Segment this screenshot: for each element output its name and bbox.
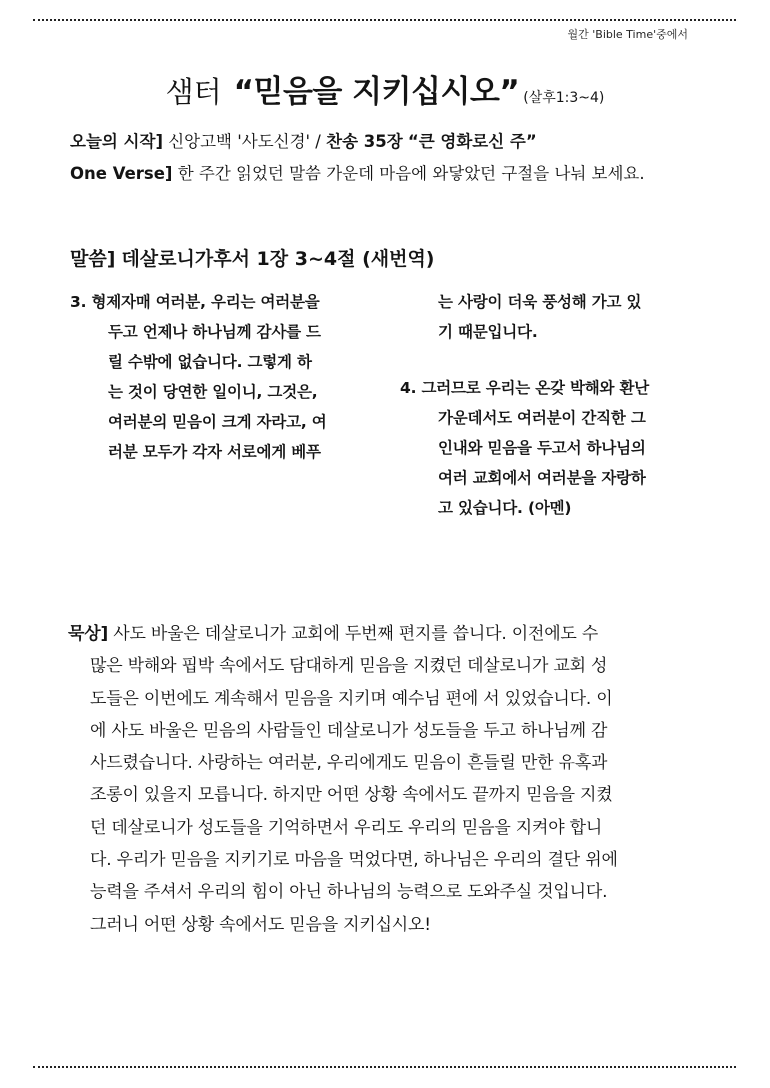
meditation-line: [68, 618, 708, 650]
one-verse-label: One Verse]: [70, 164, 173, 183]
scripture-heading: [70, 244, 435, 271]
verse-3: [70, 287, 380, 467]
meditation-line: 에 사도 바울은 믿음의 사람들인 데살로니가 성도들을 두고 하나님께 감: [90, 720, 608, 741]
meditation-line: 다. 우리가 믿음을 지키기로 마음을 먹었다면, 하나님은 우리의 결단 위에: [90, 850, 618, 871]
scripture-label: 말씀]: [70, 248, 116, 270]
meditation-line: 사드렸습니다. 사랑하는 여러분, 우리에게도 믿음이 흔들릴 만한 유혹과: [90, 753, 608, 774]
verse-line: 고 있습니다. (아멘): [438, 499, 572, 517]
bottom-divider: [33, 1066, 736, 1068]
one-verse-line: [70, 160, 645, 184]
title-prefix: 샘터: [165, 75, 222, 109]
verse-line: 여러분의 믿음이 크게 자라고, 여: [108, 413, 327, 431]
page-title: [0, 66, 770, 111]
verse-4: [400, 373, 720, 523]
verse-line: 릴 수밖에 없습니다. 그렇게 하: [108, 353, 312, 371]
scripture-reference: 데살로니가후서 1장 3~4절 (새번역): [121, 248, 435, 270]
verse-line: 러분 모두가 각자 서로에게 베푸: [108, 443, 321, 461]
opening-line: [70, 128, 537, 152]
verse-line: 인내와 믿음을 두고서 하나님의: [438, 439, 646, 457]
verse-line: 가운데서도 여러분이 간직한 그: [438, 409, 646, 427]
meditation-line: 능력을 주셔서 우리의 힘이 아닌 하나님의 능력으로 도와주실 것입니다.: [90, 882, 608, 903]
verse-line: 두고 언제나 하나님께 감사를 드: [108, 323, 321, 341]
meditation-line: 조롱이 있을지 모릅니다. 하지만 어떤 상황 속에서도 끝까지 믿음을 지켰: [90, 785, 613, 806]
verse-3-continued: [400, 287, 720, 347]
scripture-right-column: [400, 287, 720, 523]
meditation-text: 사도 바울은 데살로니가 교회에 두번째 편지를 씁니다. 이전에도 수: [113, 624, 599, 644]
title-main: “믿음을 지키십시오”: [233, 74, 520, 110]
creed-text: 신앙고백 '사도신경' /: [168, 132, 321, 151]
one-verse-text: 한 주간 읽었던 말씀 가운데 마음에 와닿았던 구절을 나눠 보세요.: [177, 164, 645, 183]
verse-line: 4. 그러므로 우리는 온갖 박해와 환난: [400, 379, 650, 397]
meditation-line: 도들은 이번에도 계속해서 믿음을 지키며 예수님 편에 서 있었습니다. 이: [90, 688, 613, 709]
hymn-title: “큰 영화로신 주”: [407, 132, 537, 151]
verse-line: 3. 형제자매 여러분, 우리는 여러분을: [70, 293, 320, 311]
meditation-line: 그러니 어떤 상황 속에서도 믿음을 지키십시오!: [90, 914, 431, 935]
hymn-label: 찬송 35장: [326, 132, 403, 151]
verse-line: 는 사랑이 더욱 풍성해 가고 있: [438, 293, 642, 311]
meditation-line: 던 데살로니가 성도들을 기억하면서 우리도 우리의 믿음을 지켜야 합니: [90, 817, 603, 838]
source-note: 월간 'Bible Time'중에서: [567, 28, 688, 41]
meditation-label: 묵상]: [68, 624, 109, 644]
scripture-left-column: [70, 287, 380, 467]
verse-line: 기 때문입니다.: [438, 323, 538, 341]
verse-line: 여러 교회에서 여러분을 자랑하: [438, 469, 646, 487]
verse-line: 는 것이 당연한 일이니, 그것은,: [108, 383, 318, 401]
meditation-line: 많은 박해와 핍박 속에서도 담대하게 믿음을 지켰던 데살로니가 교회 성: [90, 656, 608, 677]
title-reference: (살후1:3~4): [523, 90, 605, 106]
meditation-section: [68, 618, 708, 941]
top-divider: [33, 19, 736, 21]
opening-label: 오늘의 시작]: [70, 132, 163, 151]
